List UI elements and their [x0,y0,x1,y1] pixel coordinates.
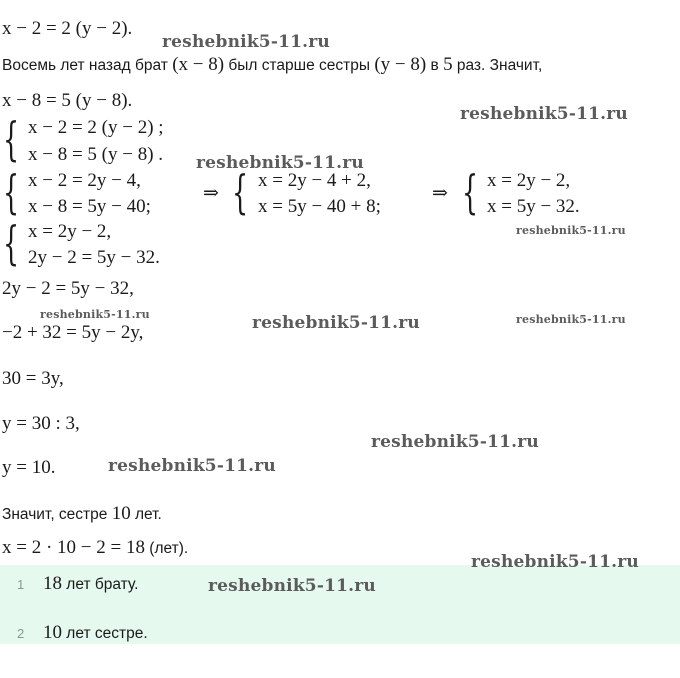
system-3-eq-2: x = 5y − 40 + 8; [258,196,381,217]
text-fragment: лет. [130,506,162,523]
math-fragment: 5 [443,54,453,75]
system-brace: { [3,165,20,219]
answer-number: 2 [17,626,25,641]
watermark: reshebnik5-11.ru [162,32,330,52]
equation-step: −2 + 32 = 5y − 2y, [2,322,144,343]
answer-text: лет брату. [62,576,139,593]
system-4-eq-2: x = 5y − 32. [487,196,580,217]
equation-step: y = 10. [2,457,56,478]
answer-item [43,622,148,644]
text-fragment: Восемь лет назад брат [2,57,173,74]
watermark: reshebnik5-11.ru [371,432,539,452]
system-brace: { [462,165,479,219]
answer-value: 10 [43,622,62,643]
watermark: reshebnik5-11.ru [516,224,626,237]
system-brace: { [3,112,20,166]
text-fragment: был старше сестры [224,57,375,74]
text-fragment: Значит, сестре [2,506,112,523]
watermark: reshebnik5-11.ru [471,552,639,572]
system-3-eq-1: x = 2y − 4 + 2, [258,170,371,191]
system-5-eq-2: 2y − 2 = 5y − 32. [28,247,160,268]
final-equation-line [2,537,188,560]
system-1-eq-1: x − 2 = 2 (y − 2) ; [28,117,164,138]
conclusion-line [2,503,162,526]
equation-step: 2y − 2 = 5y − 32, [2,278,134,299]
text-line-2 [2,54,542,77]
math-fragment: (x − 8) [172,54,225,75]
watermark: reshebnik5-11.ru [252,313,420,333]
system-brace: { [3,216,20,270]
system-2-eq-1: x − 2 = 2y − 4, [28,170,141,191]
watermark: reshebnik5-11.ru [40,308,150,321]
answer-item [43,573,138,595]
math-fragment: (y − 8) [374,54,427,75]
implies-arrow: ⇒ [203,183,219,204]
math-fragment: x = 2 · 10 − 2 = 18 [2,537,145,558]
system-2-eq-2: x − 8 = 5y − 40; [28,196,151,217]
watermark: reshebnik5-11.ru [208,576,376,596]
watermark: reshebnik5-11.ru [516,313,626,326]
math-fragment: 10 [111,503,131,524]
system-brace: { [232,165,249,219]
equation-line-1: x − 2 = 2 (y − 2). [2,18,133,39]
system-1-eq-2: x − 8 = 5 (y − 8) . [28,144,164,165]
text-fragment: раз. Значит, [452,57,543,74]
text-fragment: в [426,57,444,74]
answer-text: лет сестре. [62,625,148,642]
equation-step: 30 = 3y, [2,368,64,389]
answer-number: 1 [17,577,25,592]
answer-value: 18 [43,573,62,594]
watermark: reshebnik5-11.ru [108,456,276,476]
watermark: reshebnik5-11.ru [460,104,628,124]
watermark: reshebnik5-11.ru [196,153,364,173]
equation-step: y = 30 : 3, [2,413,80,434]
equation-line-3: x − 8 = 5 (y − 8). [2,90,133,111]
system-5-eq-1: x = 2y − 2, [28,221,112,242]
text-fragment: (лет). [144,540,189,557]
system-4-eq-1: x = 2y − 2, [487,170,571,191]
implies-arrow: ⇒ [432,183,448,204]
